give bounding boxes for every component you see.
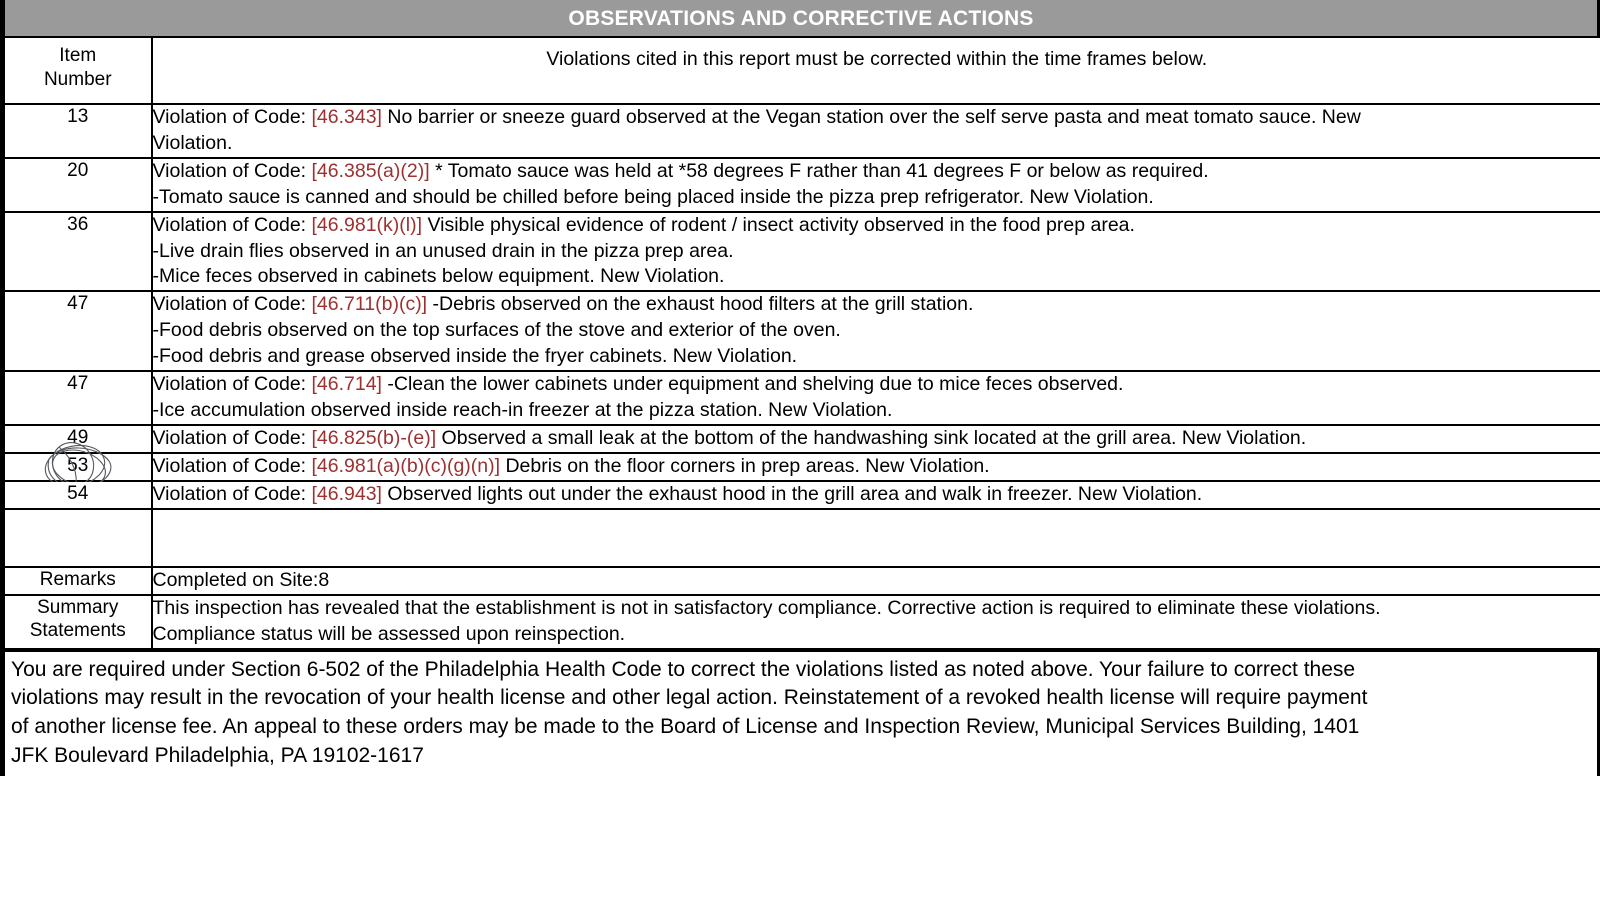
violation-text: -Mice feces observed in cabinets below equipment. New Violation.: [152, 265, 725, 288]
table-row: [3, 481, 1600, 509]
violation-text: -Food debris and grease observed inside the fryer cabinets. New Violation.: [152, 345, 798, 368]
violation-text: Observed a small leak at the bottom of the handwashing sink located at the grill area. New Violation.: [436, 426, 1307, 449]
item-number-cell: [3, 453, 152, 481]
legal-notice-line-4: JFK Boulevard Philadelphia, PA 19102-1617: [11, 743, 424, 767]
violation-line: [153, 318, 1600, 344]
description-header: Violations cited in this report must be corrected within the time frames below.: [546, 48, 1208, 70]
violation-text: Visible physical evidence of rodent / insect activity observed in the food prep area.: [422, 213, 1135, 236]
violation-code-label: Violation of Code:: [152, 454, 312, 477]
table-header-row: [3, 37, 1600, 104]
item-number-value: 49: [67, 426, 89, 448]
violation-code-label: Violation of Code:: [152, 373, 312, 396]
violation-line: [153, 292, 1600, 318]
item-number-header-cell: [3, 37, 152, 104]
violation-line: [153, 159, 1600, 185]
legal-notice-line-1: You are required under Section 6-502 of the Philadelphia Health Code to correct the violations listed as noted above. Your failure to correct these: [11, 657, 1356, 681]
violation-code-label: Violation of Code:: [152, 105, 312, 128]
summary-line-1: This inspection has revealed that the establishment is not in satisfactory compliance. Corrective action is required to eliminate these violations.: [152, 596, 1381, 619]
description-header-cell: [152, 37, 1600, 104]
violation-text: -Debris observed on the exhaust hood filters at the grill station.: [427, 293, 974, 316]
item-number-cell: [3, 104, 152, 158]
violation-code-label: Violation of Code:: [152, 482, 312, 505]
violation-code: [46.981(k)(l)]: [311, 213, 423, 236]
violation-description-cell: [152, 212, 1600, 292]
violation-code: [46.943]: [311, 482, 382, 505]
violation-code-label: Violation of Code:: [152, 293, 312, 316]
item-number-cell: [3, 371, 152, 425]
violation-code-label: Violation of Code:: [152, 159, 312, 182]
legal-notice-line-2: violations may result in the revocation of your health license and other legal action. Reinstatement of a revoked health license will require payment: [11, 686, 1368, 710]
remarks-row: [3, 567, 1600, 595]
remarks-value-cell: [152, 567, 1600, 595]
observations-table-body: [3, 37, 1600, 649]
violation-line: [153, 105, 1600, 131]
violation-description-cell: [152, 291, 1600, 371]
violation-text: Observed lights out under the exhaust hood in the grill area and walk in freezer. New Violation.: [381, 482, 1203, 505]
item-number-cell: [3, 158, 152, 212]
violation-line: [153, 372, 1600, 398]
violation-description-cell: [152, 371, 1600, 425]
item-number-value: 36: [67, 213, 89, 235]
item-number-cell: [3, 291, 152, 371]
table-row: [3, 104, 1600, 158]
table-row: [3, 158, 1600, 212]
item-number-cell: [3, 481, 152, 509]
empty-line: [153, 510, 1600, 536]
violation-text: No barrier or sneeze guard observed at the Vegan station over the self serve pasta and meat tomato sauce. New: [381, 105, 1361, 128]
table-row: [3, 371, 1600, 425]
violation-line: [153, 239, 1600, 265]
summary-statements-row: [3, 595, 1600, 649]
violation-description-cell: [152, 481, 1600, 509]
table-row: [3, 509, 1600, 567]
violation-text: -Live drain flies observed in an unused drain in the pizza prep area.: [152, 239, 734, 262]
violation-description-cell: [152, 425, 1600, 453]
violation-line: [153, 426, 1600, 452]
report-title-bar: [0, 0, 1600, 36]
item-number-value: 47: [67, 373, 89, 395]
item-number-header-line2: Number: [43, 68, 112, 90]
empty-line: [153, 536, 1600, 562]
item-number-cell: [3, 212, 152, 292]
summary-label-cell: [3, 595, 152, 649]
summary-label-line2: Statements: [29, 620, 126, 642]
summary-line-2: Compliance status will be assessed upon reinspection.: [152, 622, 626, 645]
violation-code: [46.385(a)(2)]: [311, 159, 430, 182]
violation-line: [153, 264, 1600, 290]
legal-notice: [0, 650, 1600, 776]
violation-line: [153, 131, 1600, 157]
summary-text-cell: [152, 595, 1600, 649]
violation-code-label: Violation of Code:: [152, 213, 312, 236]
violation-code: [46.825(b)-(e)]: [311, 426, 437, 449]
item-number-cell: [3, 425, 152, 453]
item-number-header: [5, 38, 151, 100]
violation-line: [153, 482, 1600, 508]
item-number-header-line1: Item: [59, 45, 97, 66]
item-number-value: 53: [67, 454, 89, 476]
table-row: [3, 453, 1600, 481]
violation-text: -Clean the lower cabinets under equipment and shelving due to mice feces observed.: [381, 373, 1124, 396]
page-title: OBSERVATIONS AND CORRECTIVE ACTIONS: [568, 6, 1034, 30]
violation-description-cell: [152, 104, 1600, 158]
item-number-value: 54: [67, 482, 89, 504]
violation-line: [153, 344, 1600, 370]
violation-text: -Tomato sauce is canned and should be chilled before being placed inside the pizza prep refrigerator. New Violation.: [152, 185, 1154, 208]
table-row: [3, 291, 1600, 371]
table-row: [3, 425, 1600, 453]
remarks-label-cell: [3, 567, 152, 595]
violation-description-cell: [152, 158, 1600, 212]
violation-code-label: Violation of Code:: [152, 426, 312, 449]
violation-line: [153, 185, 1600, 211]
violation-description-cell: [152, 453, 1600, 481]
item-number-value: 13: [67, 105, 89, 127]
violation-code: [46.343]: [311, 105, 382, 128]
legal-notice-line-3: of another license fee. An appeal to these orders may be made to the Board of License and Inspection Review, Municipal Services Building, 1401: [11, 715, 1360, 739]
violation-text: -Food debris observed on the top surfaces of the stove and exterior of the oven.: [152, 319, 841, 342]
violation-code: [46.714]: [311, 373, 382, 396]
violation-text: Violation.: [152, 131, 233, 154]
violation-text: Debris on the floor corners in prep areas. New Violation.: [500, 454, 990, 477]
item-number-cell: [3, 509, 152, 567]
item-number-value: 20: [67, 159, 89, 181]
observations-table: [0, 36, 1600, 650]
violation-text: * Tomato sauce was held at *58 degrees F rather than 41 degrees F or below as required.: [429, 159, 1209, 182]
violation-description-cell: [152, 509, 1600, 567]
violation-code: [46.981(a)(b)(c)(g)(n)]: [311, 454, 501, 477]
table-row: [3, 212, 1600, 292]
violation-line: [153, 398, 1600, 424]
violation-line: [153, 454, 1600, 480]
remarks-value: Completed on Site:8: [152, 568, 330, 591]
violation-line: [153, 213, 1600, 239]
item-number-value: 47: [67, 293, 89, 315]
summary-label-line1: Summary: [37, 596, 119, 618]
remarks-label: Remarks: [39, 568, 116, 590]
violation-text: -Ice accumulation observed inside reach-in freezer at the pizza station. New Violation.: [152, 399, 893, 422]
violation-code: [46.711(b)(c)]: [311, 293, 428, 316]
